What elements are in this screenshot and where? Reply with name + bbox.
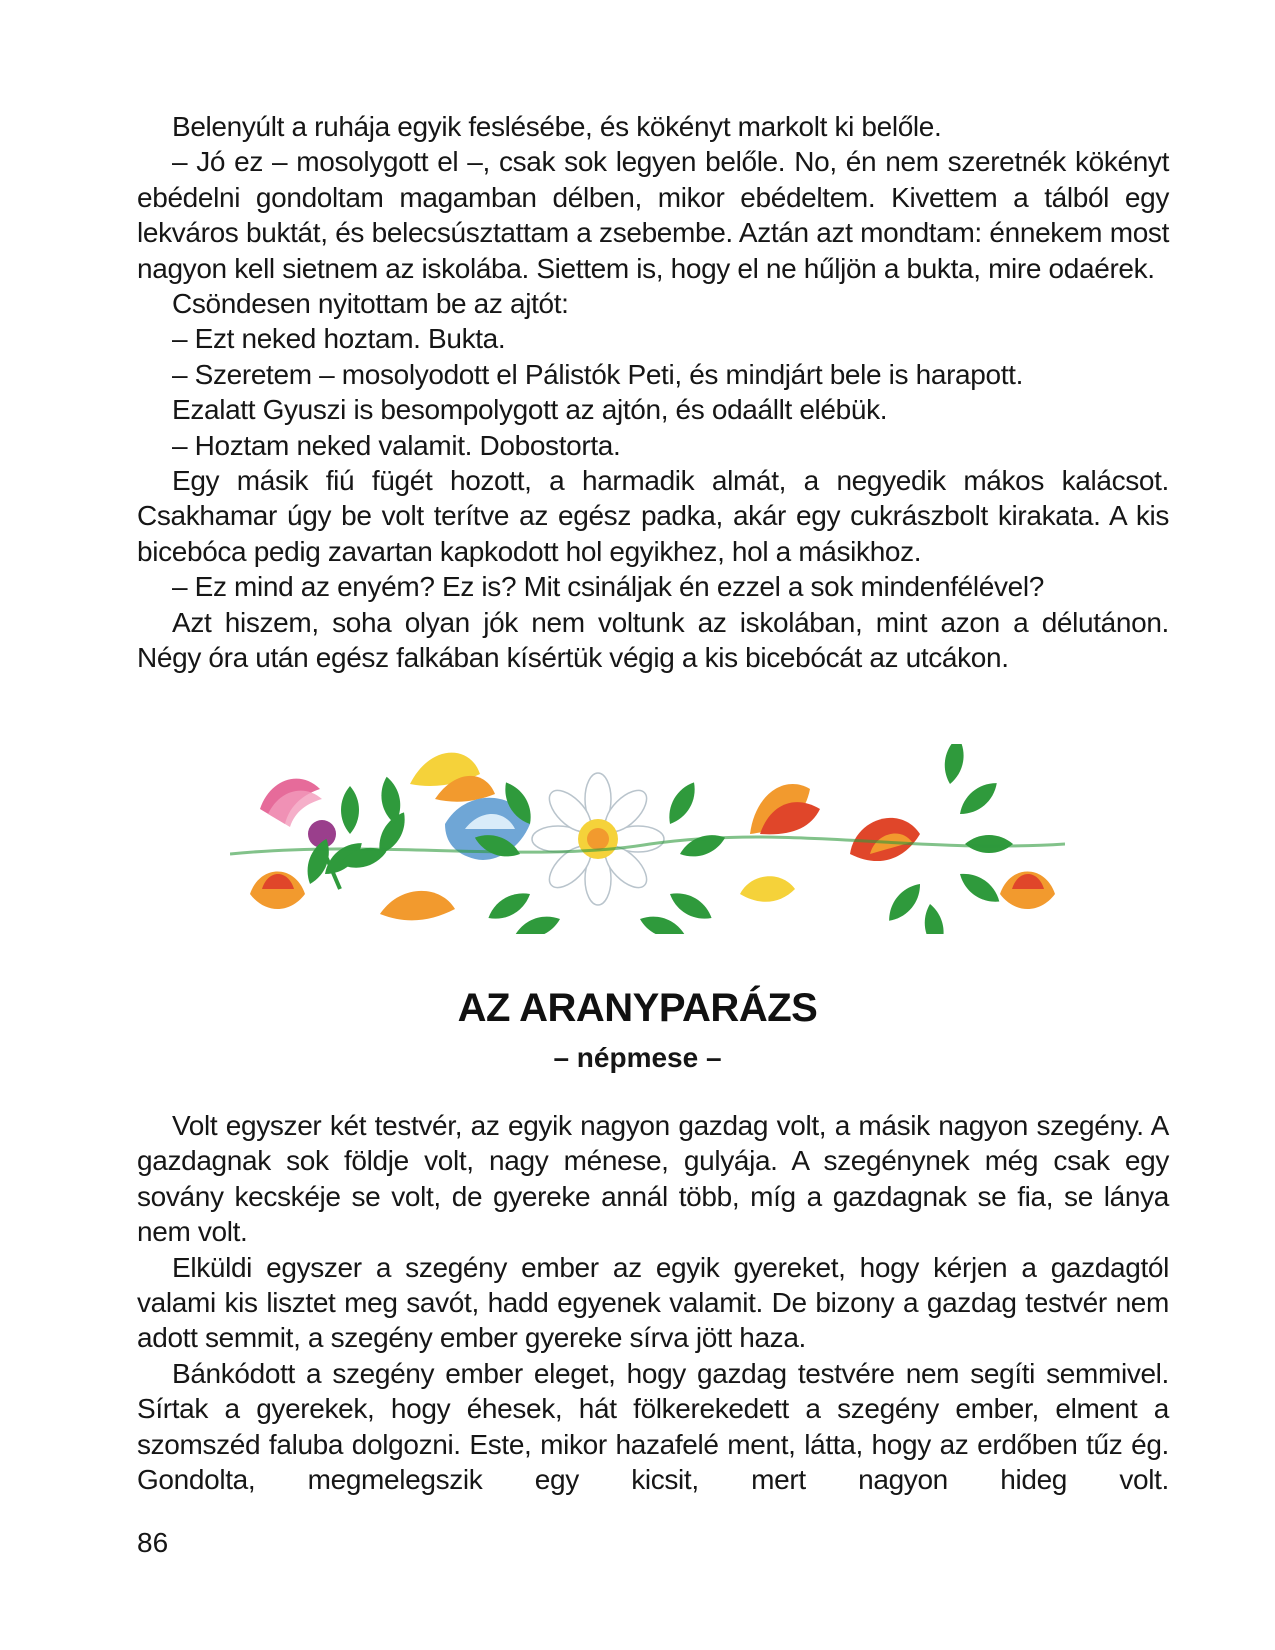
- paragraph: Bánkódott a szegény ember eleget, hogy gazdag testvére nem segíti semmivel. Sírtak a gyerekek, hogy éhesek, hát fölkerekedett a szegény ember, elment a szomszéd faluba dolgozni. Este, mikor hazafelé ment, látta, hogy az erdőben tűz ég. Gondolta, megmelegszik egy kicsit, mert nagyon hideg volt.: [137, 1357, 1169, 1496]
- paragraph: – Szeretem – mosolyodott el Pálistók Peti, és mindjárt bele is harapott.: [172, 358, 1024, 390]
- paragraph: – Ezt neked hoztam. Bukta.: [172, 323, 506, 355]
- paragraph: Volt egyszer két testvér, az egyik nagyon gazdag volt, a másik nagyon szegény. A gazdagnak sok földje volt, nagy ménese, gulyája. A szegénynek még csak egy sovány kecskéje se volt, de gyereke annál több, míg a gazdagnak se fia, se lánya nem volt.: [137, 1110, 1169, 1248]
- red-tulip-icon: [740, 784, 820, 902]
- paragraph: Azt hiszem, soha olyan jók nem voltunk az iskolában, mint azon a délutánon. Négy óra után egész falkában kísértük végig a kis bicebócát az utcákon.: [137, 606, 1169, 674]
- previous-story-text: [137, 109, 1169, 676]
- white-daisy-icon: [532, 773, 664, 905]
- story-title: AZ ARANYPARÁZS: [457, 986, 818, 1030]
- paragraph: – Jó ez – mosolygott el –, csak sok legyen belőle. No, én nem szeretnék kökényt ebédelni gondoltam magamban délben, mikor ebédeltem. Kivettem a tálból egy lekváros buktát, és belecsúsztattam a zsebembe. Aztán azt mondtam: énnekem most nagyon kell sietnem az iskolába. Siettem is, hogy el ne hűljön a bukta, mire odaérek.: [137, 146, 1169, 284]
- orange-tulip-icon: [1000, 872, 1055, 910]
- paragraph: Csöndesen nyitottam be az ajtót:: [172, 288, 569, 320]
- paragraph: Belenyúlt a ruhája egyik feslésébe, és kökényt markolt ki belőle.: [172, 111, 942, 142]
- orange-tulip-icon: [250, 872, 305, 910]
- story-subtitle: – népmese –: [553, 1042, 722, 1073]
- story-text: [137, 1108, 1169, 1497]
- paragraph: – Hoztam neked valamit. Dobostorta.: [172, 429, 621, 461]
- paragraph: Egy másik fiú fügét hozott, a harmadik almát, a negyedik mákos kalácsot. Csakhamar úgy be volt terítve az egész padka, akár egy cukrászbolt kirakata. A kis bicebóca pedig zavartan kapkodott hol egyikhez, hol a másikhoz.: [137, 465, 1169, 567]
- paragraph: Elküldi egyszer a szegény ember az egyik gyereket, hogy kérjen a gazdagtól valami kis lisztet meg savót, hadd egyenek valamit. De bizony a gazdag testvér nem adott semmit, a szegény ember gyereke sírva jött haza.: [137, 1251, 1169, 1354]
- paragraph: Ezalatt Gyuszi is besompolygott az ajtón, és odaállt elébük.: [172, 394, 888, 426]
- paragraph: – Ez mind az enyém? Ez is? Mit csináljak én ezzel a sok mindenfélével?: [172, 571, 1044, 603]
- floral-ornament-banner: [230, 744, 1065, 934]
- page-number: 86: [137, 1527, 169, 1558]
